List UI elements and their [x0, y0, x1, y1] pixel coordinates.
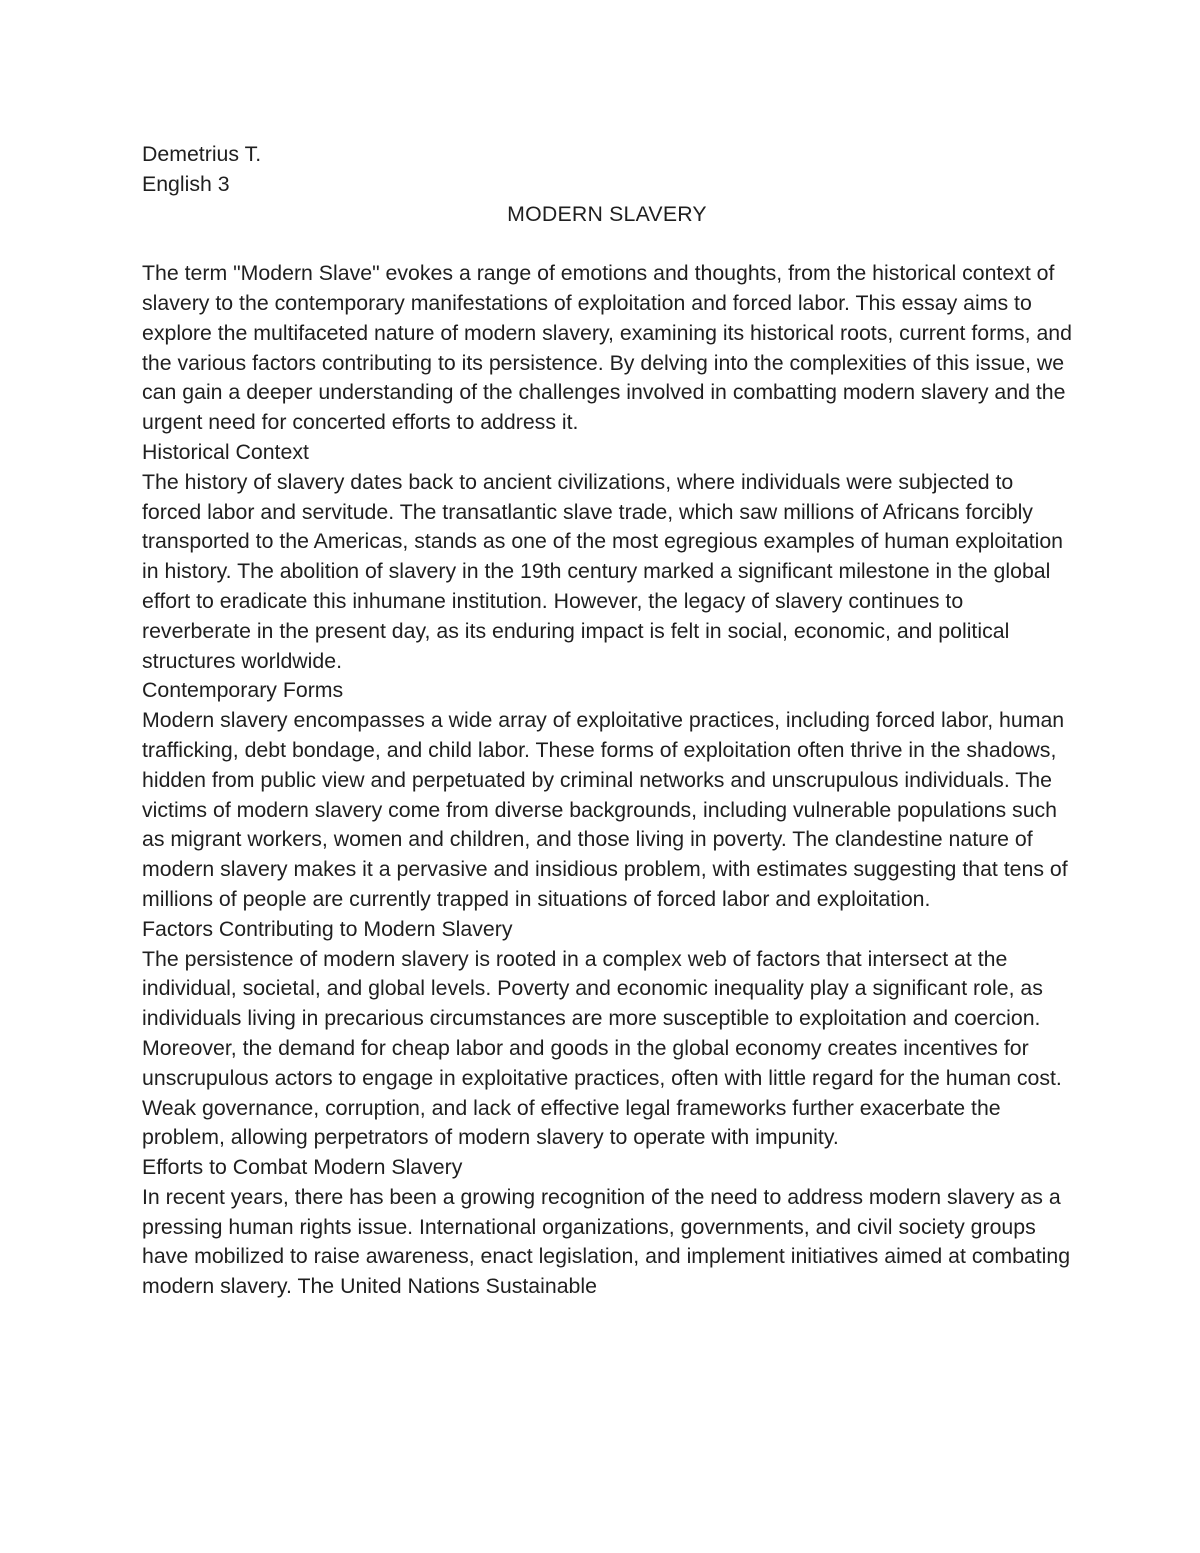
section-paragraph: Modern slavery encompasses a wide array of exploitative practices, including forced labor, human trafficking, debt bondage, and child labor. These forms of exploitation often thrive in the shadows, hidden from public view and perpetuated by criminal networks and unscrupulous individuals. The victims of modern slavery come from diverse backgrounds, including vulnerable populations such as migrant workers, women and children, and those living in poverty. The clandestine nature of modern slavery makes it a pervasive and insidious problem, with estimates suggesting that tens of millions of people are currently trapped in situations of forced labor and exploitation. — [142, 708, 1068, 911]
blank-line — [142, 229, 1072, 259]
section-heading: Historical Context — [142, 439, 309, 464]
section-paragraph: The history of slavery dates back to ancient civilizations, where individuals were subjected to forced labor and servitude. The transatlantic slave trade, which saw millions of Africans forcibly transported to the Americas, stands as one of the most egregious examples of human exploitation in history. The abolition of slavery in the 19th century marked a significant milestone in the global effort to eradicate this inhumane institution. However, the legacy of slavery continues to reverberate in the present day, as its enduring impact is felt in social, economic, and political structures worldwide. — [142, 469, 1064, 673]
section-paragraph: The persistence of modern slavery is rooted in a complex web of factors that intersect at the individual, societal, and global levels. Poverty and economic inequality play a significant role, as individuals living in precarious circumstances are more susceptible to exploitation and coercion. Moreover, the demand for cheap labor and goods in the global economy creates incentives for unscrupulous actors to engage in exploitative practices, often with little regard for the human cost. Weak governance, corruption, and lack of effective legal frameworks further exacerbate the problem, allowing perpetrators of modern slavery to operate with impunity. — [142, 946, 1062, 1150]
author-name: Demetrius T. — [142, 142, 262, 166]
section-heading: Contemporary Forms — [142, 678, 344, 703]
document-content — [142, 140, 1072, 1302]
course-name: English 3 — [142, 171, 230, 196]
document-title: MODERN SLAVERY — [507, 201, 707, 226]
section-heading: Factors Contributing to Modern Slavery — [142, 916, 513, 941]
section-heading: Efforts to Combat Modern Slavery — [142, 1155, 463, 1180]
intro-paragraph: The term "Modern Slave" evokes a range of emotions and thoughts, from the historical context of slavery to the contemporary manifestations of exploitation and forced labor. This essay aims to explore the multifaceted nature of modern slavery, examining its historical roots, current forms, and the various factors contributing to its persistence. By delving into the complexities of this issue, we can gain a deeper understanding of the challenges involved in combatting modern slavery and the urgent need for concerted efforts to address it. — [142, 261, 1072, 435]
section-paragraph: In recent years, there has been a growing recognition of the need to address modern slavery as a pressing human rights issue. International organizations, governments, and civil society groups have mobilized to raise awareness, enact legislation, and implement initiatives aimed at combating modern slavery. The United Nations Sustainable — [142, 1184, 1071, 1299]
